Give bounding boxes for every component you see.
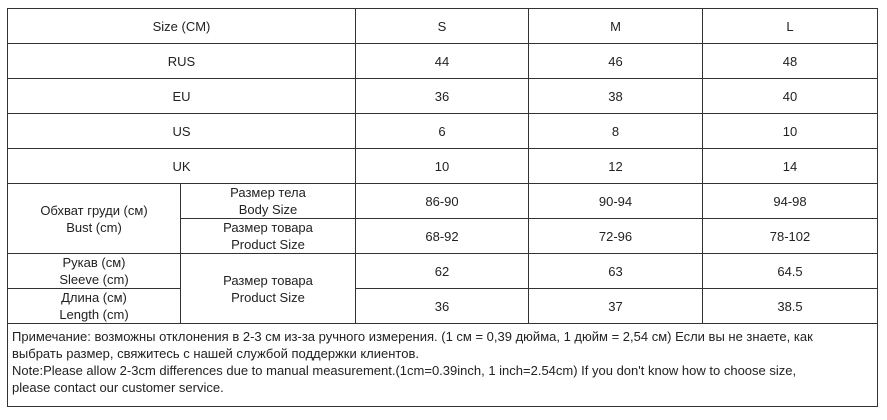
length-label xyxy=(8,289,181,324)
note-ru-line-1: Примечание: возможны отклонения в 2-3 см из-за ручного измерения. (1 см = 0,39 дюйма, 1 дюйм = 2,54 см) Если вы не знаете, как xyxy=(12,329,813,344)
sleeve-label-en: Sleeve (cm) xyxy=(59,272,129,287)
body-size-label-ru: Размер тела xyxy=(230,185,306,200)
size-table xyxy=(7,8,878,407)
row-label-uk: UK xyxy=(8,149,356,184)
row-label-us: US xyxy=(8,114,356,149)
table-cell: 10 xyxy=(703,114,878,149)
table-cell: 6 xyxy=(356,114,529,149)
table-cell: 46 xyxy=(529,44,703,79)
table-cell: 63 xyxy=(529,254,703,289)
table-row xyxy=(8,289,878,324)
bust-product-label-en: Product Size xyxy=(231,237,305,252)
table-cell: 94-98 xyxy=(703,184,878,219)
table-cell: 37 xyxy=(529,289,703,324)
table-cell: 36 xyxy=(356,79,529,114)
product-size-label-ru: Размер товара xyxy=(223,272,313,288)
row-label-rus: RUS xyxy=(8,44,356,79)
table-row xyxy=(8,149,878,184)
sleeve-label xyxy=(8,254,181,289)
bust-label xyxy=(8,184,181,254)
table-cell: 36 xyxy=(356,289,529,324)
table-cell: 40 xyxy=(703,79,878,114)
length-label-ru: Длина (см) xyxy=(61,290,127,305)
table-cell: 48 xyxy=(703,44,878,79)
table-cell: 14 xyxy=(703,149,878,184)
note-ru-line-2: выбрать размер, свяжитесь с нашей службой поддержки клиентов. xyxy=(12,346,419,361)
table-cell: 38.5 xyxy=(703,289,878,324)
table-row xyxy=(8,254,878,289)
measurement-note xyxy=(8,324,878,407)
table-cell: 44 xyxy=(356,44,529,79)
product-size-label-en: Product Size xyxy=(231,289,305,305)
size-m-header: M xyxy=(529,9,703,44)
bust-label-en: Bust (cm) xyxy=(66,219,122,235)
table-cell: 38 xyxy=(529,79,703,114)
table-cell: 10 xyxy=(356,149,529,184)
table-row xyxy=(8,114,878,149)
size-chart xyxy=(7,8,877,409)
note-en-line-1: Note:Please allow 2-3cm differences due to manual measurement.(1cm=0.39inch, 1 inch=2.54cm) If you don't know how to choose size, xyxy=(12,363,797,378)
table-cell: 8 xyxy=(529,114,703,149)
header-row xyxy=(8,9,878,44)
table-row xyxy=(8,79,878,114)
table-cell: 90-94 xyxy=(529,184,703,219)
row-label-eu: EU xyxy=(8,79,356,114)
bust-product-size-label xyxy=(181,219,356,254)
size-s-header: S xyxy=(356,9,529,44)
table-cell: 86-90 xyxy=(356,184,529,219)
note-en-line-2: please contact our customer service. xyxy=(12,380,224,395)
table-row xyxy=(8,184,878,219)
note-row xyxy=(8,324,878,407)
body-size-label xyxy=(181,184,356,219)
table-cell: 72-96 xyxy=(529,219,703,254)
bust-product-label-ru: Размер товара xyxy=(223,220,313,235)
table-cell: 64.5 xyxy=(703,254,878,289)
table-row xyxy=(8,44,878,79)
body-size-label-en: Body Size xyxy=(238,202,298,217)
table-cell: 78-102 xyxy=(703,219,878,254)
table-cell: 12 xyxy=(529,149,703,184)
table-cell: 62 xyxy=(356,254,529,289)
product-size-label xyxy=(181,254,356,324)
bust-label-ru: Обхват груди (см) xyxy=(40,202,148,218)
sleeve-label-ru: Рукав (см) xyxy=(62,255,126,270)
table-cell: 68-92 xyxy=(356,219,529,254)
size-l-header: L xyxy=(703,9,878,44)
size-cm-header: Size (CM) xyxy=(8,9,356,44)
length-label-en: Length (cm) xyxy=(59,307,129,322)
